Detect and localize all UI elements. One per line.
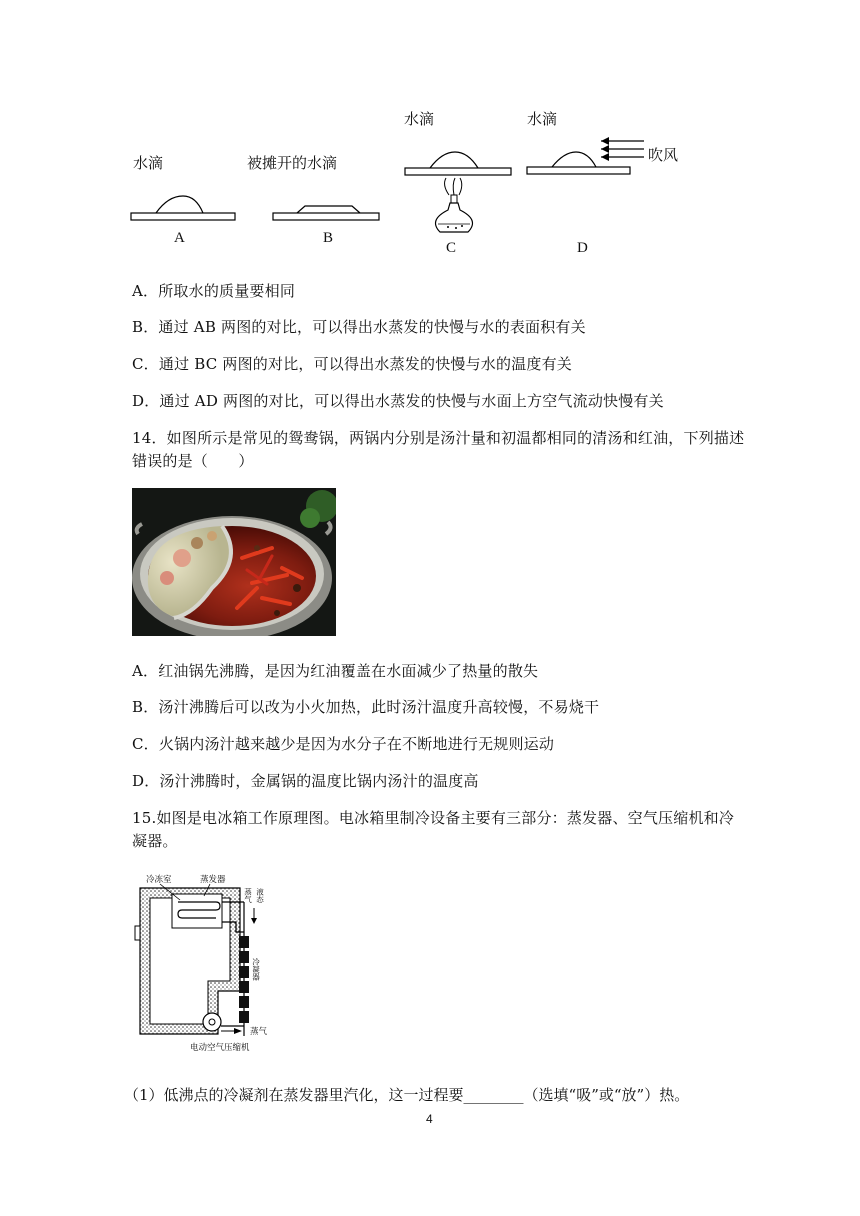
freezer-label: 冷冻室 — [146, 875, 172, 885]
q13-option-a: A．所取水的质量要相同 — [132, 282, 296, 300]
q15-stem-line2: 凝器。 — [132, 832, 178, 850]
q14-option-b: B．汤汁沸腾后可以改为小火加热，此时汤汁温度升高较慢，不易烧干 — [132, 698, 600, 716]
figure-c-letter: C — [446, 240, 457, 256]
q15-stem-line1: 15.如图是电冰箱工作原理图。电冰箱里制冷设备主要有三部分：蒸发器、空气压缩机和冷 — [132, 809, 735, 827]
q14-option-d: D．汤汁沸腾时，金属锅的温度比锅内汤汁的温度高 — [132, 772, 479, 790]
q14-option-a: A．红油锅先沸腾，是因为红油覆盖在水面减少了热量的散失 — [132, 662, 539, 680]
figure-a-letter: A — [174, 230, 185, 246]
q14-stem-line1: 14．如图所示是常见的鸳鸯锅，两锅内分别是汤汁量和初温都相同的清汤和红油，下列描述 — [132, 429, 745, 447]
figure-b-drawing — [270, 188, 385, 228]
figure-b-label: 被摊开的水滴 — [247, 154, 338, 172]
liquid-label: 液态 — [255, 888, 265, 903]
q13-option-b: B．通过 AB 两图的对比，可以得出水蒸发的快慢与水的表面积有关 — [132, 318, 586, 336]
q13-option-c: C．通过 BC 两图的对比，可以得出水蒸发的快慢与水的温度有关 — [132, 355, 572, 373]
vapor-top-label: 蒸气 — [243, 888, 253, 903]
q15-sub1: （1）低沸点的冷凝剂在蒸发器里汽化，这一过程要________（选填“吸”或“放”）热。 — [124, 1086, 690, 1104]
figure-c-drawing — [402, 140, 517, 240]
q13-option-d: D．通过 AD 两图的对比，可以得出水蒸发的快慢与水面上方空气流动快慢有关 — [132, 392, 664, 410]
vapor-bottom-label: 蒸气 — [250, 1027, 268, 1037]
figure-c-label: 水滴 — [404, 110, 435, 128]
figure-a-drawing — [128, 188, 240, 228]
compressor-label: 电动空气压缩机 — [190, 1043, 250, 1053]
evaporator-label: 蒸发器 — [200, 875, 226, 885]
figure-b-letter: B — [323, 230, 334, 246]
page-number: 4 — [426, 1112, 433, 1126]
hotpot-photo — [132, 488, 336, 636]
figure-d-letter: D — [577, 240, 588, 256]
q14-option-c: C．火锅内汤汁越来越少是因为水分子在不断地进行无规则运动 — [132, 735, 555, 753]
evaporation-figure — [0, 0, 860, 270]
q14-stem-line2: 错误的是（ ） — [132, 452, 254, 470]
figure-a-label: 水滴 — [133, 154, 164, 172]
refrigerator-diagram — [130, 866, 280, 1056]
condenser-label: 冷凝器 — [251, 958, 261, 981]
figure-d-label: 水滴 — [527, 110, 558, 128]
figure-d-wind-label: 吹风 — [648, 146, 679, 164]
